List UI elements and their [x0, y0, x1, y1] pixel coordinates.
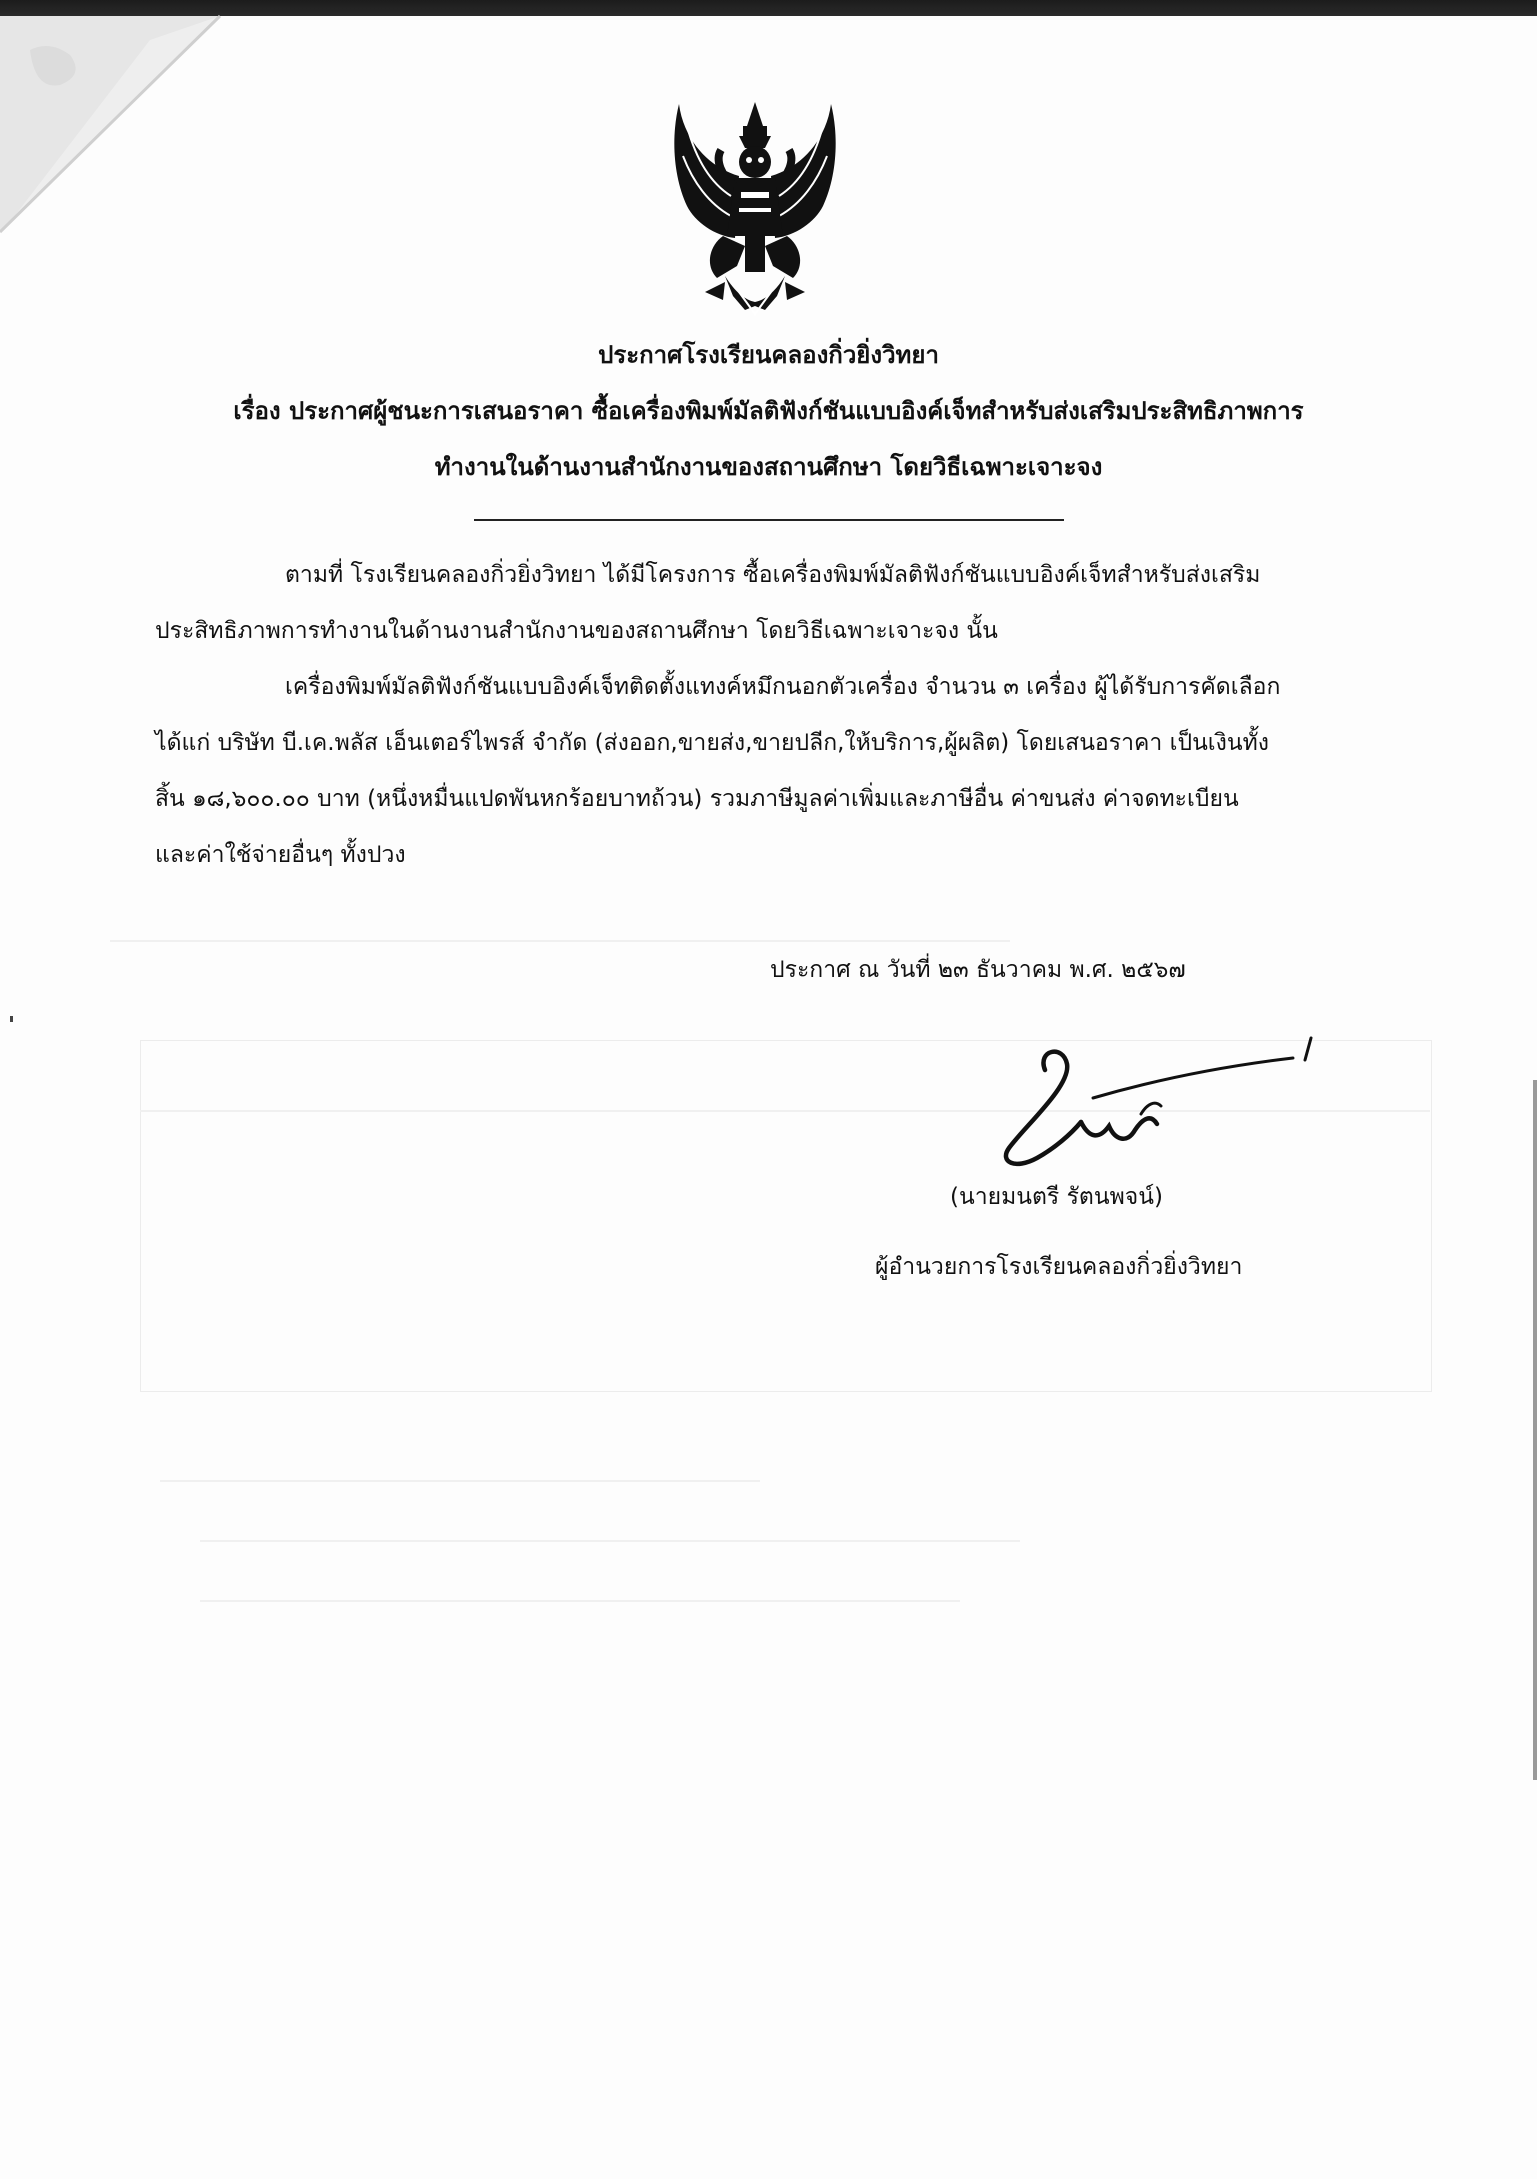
announcement-date: ประกาศ ณ วันที่ ๒๓ ธันวาคม พ.ศ. ๒๕๖๗: [770, 957, 1186, 983]
paragraph-2-line-1: เครื่องพิมพ์มัลติฟังก์ชันแบบอิงค์เจ็ทติดตั้งแทงค์หมึกนอกตัวเครื่อง จำนวน ๓ เครื่อง ผู้ได้รับการคัดเลือก: [285, 674, 1281, 700]
folded-corner-icon: [0, 0, 300, 260]
paragraph-2-line-2: ได้แก่ บริษัท บี.เค.พลัส เอ็นเตอร์ไพรส์ จำกัด (ส่งออก,ขายส่ง,ขายปลีก,ให้บริการ,ผู้ผลิต) โดยเสนอราคา เป็นเงินทั้ง: [155, 730, 1270, 756]
signatory-name: (นายมนตรี รัตนพจน์): [950, 1184, 1163, 1210]
announcement-subject-line-1: เรื่อง ประกาศผู้ชนะการเสนอราคา ซื้อเครื่องพิมพ์มัลติฟังก์ชันแบบอิงค์เจ็ทสำหรับส่งเสริมประสิทธิภาพการ: [233, 397, 1304, 425]
paragraph-1-line-1: ตามที่ โรงเรียนคลองกิ่วยิ่งวิทยา ได้มีโครงการ ซื้อเครื่องพิมพ์มัลติฟังก์ชันแบบอิงค์เจ็ทสำหรับส่งเสริม: [285, 562, 1261, 588]
announcement-title: ประกาศโรงเรียนคลองกิ่วยิ่งวิทยา: [598, 341, 939, 369]
paragraph-2-line-4: และค่าใช้จ่ายอื่นๆ ทั้งปวง: [155, 842, 406, 868]
signatory-position: ผู้อำนวยการโรงเรียนคลองกิ่วยิ่งวิทยา: [875, 1254, 1243, 1280]
bleed-through-line: [160, 1480, 760, 1482]
heading-separator: [474, 519, 1064, 521]
garuda-emblem-icon: [665, 96, 845, 318]
bleed-through-line: [110, 940, 1010, 942]
announcement-subject-line-2: ทำงานในด้านงานสำนักงานของสถานศึกษา โดยวิธีเฉพาะเจาะจง: [434, 453, 1103, 481]
bleed-through-line: [200, 1600, 960, 1602]
scan-dust-mark: [10, 1016, 13, 1022]
handwritten-signature-icon: [985, 1030, 1325, 1190]
paragraph-2-line-3: สิ้น ๑๘,๖๐๐.๐๐ บาท (หนึ่งหมื่นแปดพันหกร้อยบาทถ้วน) รวมภาษีมูลค่าเพิ่มและภาษีอื่น ค่าขนส่ง ค่าจดทะเบียน: [155, 786, 1239, 812]
scan-right-edge: [1533, 1080, 1537, 1780]
paragraph-1-line-2: ประสิทธิภาพการทำงานในด้านงานสำนักงานของสถานศึกษา โดยวิธีเฉพาะเจาะจง นั้น: [155, 618, 998, 644]
bleed-through-line: [200, 1540, 1020, 1542]
